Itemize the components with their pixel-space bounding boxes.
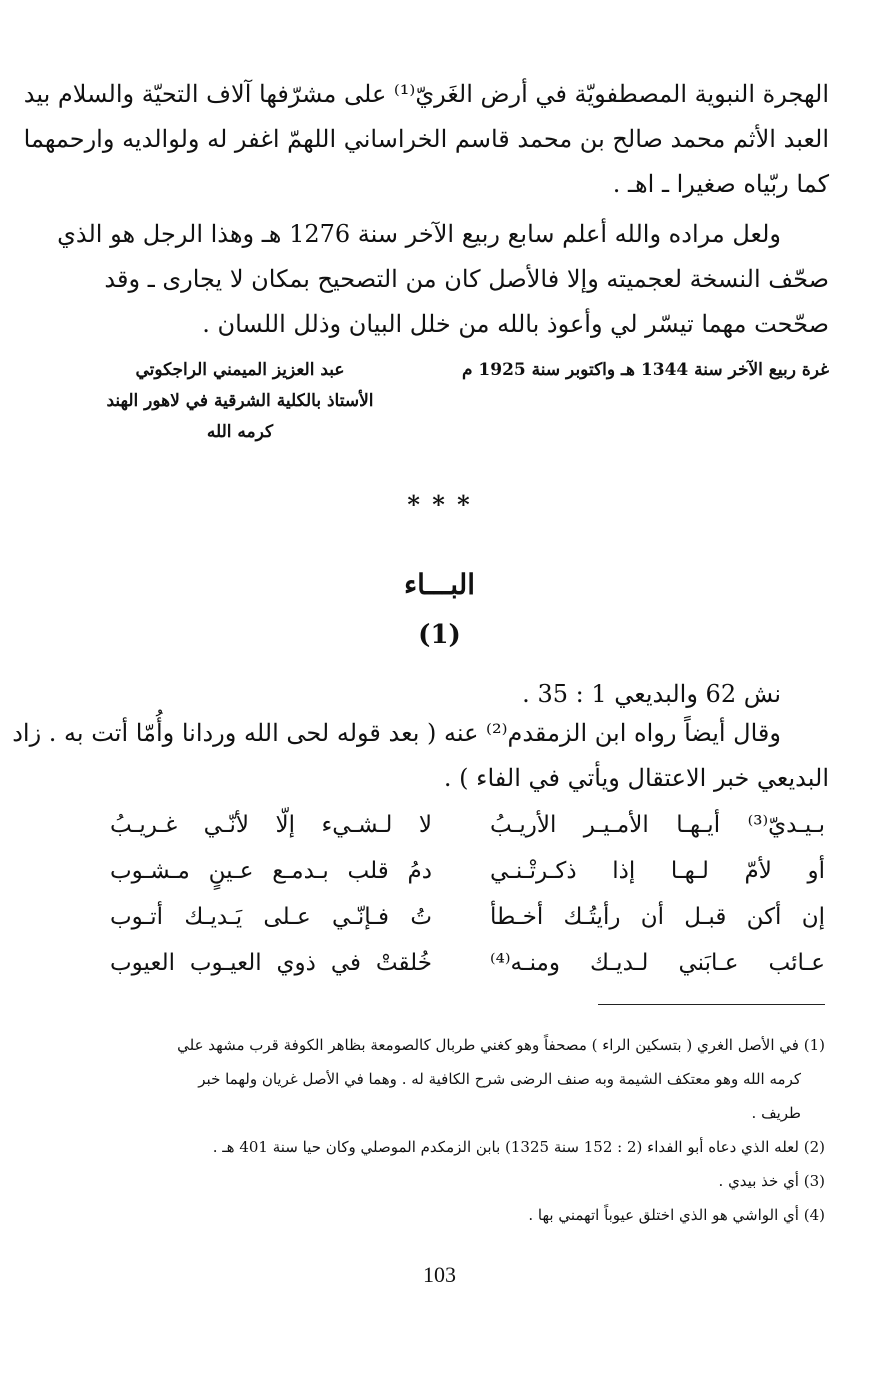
verse-first-hemistichs bbox=[490, 802, 825, 986]
section-separator: * * * bbox=[407, 490, 472, 519]
text-line: صحّف النسخة لعجميته وإلا فالأصل كان من التصحيح بمكان لا يجارى ـ وقد bbox=[104, 265, 829, 293]
text-line: العبد الأثم محمد صالح بن محمد قاسم الخراساني اللهمّ اغفر له ولوالديه وارحمهما bbox=[23, 125, 829, 153]
text-line: نش 62 والبديعي 1 : 35 . bbox=[522, 680, 781, 708]
text-line: وقال أيضاً رواه ابن الزمقدم⁽²⁾ عنه ( بعد قوله لحى الله وردانا وأُمّا أتت به . زاد bbox=[12, 719, 781, 747]
note-paragraph bbox=[57, 212, 829, 347]
footnote-1 bbox=[60, 1028, 825, 1130]
footnote-line: طريف . bbox=[751, 1104, 801, 1122]
verse-hemistich: تُ فـإنّـي عـلى يَـديـك أتـوب bbox=[110, 904, 432, 930]
text-line: الهجرة النبوية المصطفويّة في أرض الغَريّ⁽¹⁾ على مشرّفها آلاف التحيّة والسلام بيد bbox=[23, 80, 829, 108]
footnotes bbox=[60, 1028, 825, 1232]
verse-hemistich: لا لـشـيء إلّا لأنّـي غـريـبُ bbox=[110, 812, 432, 838]
footnote-line: كرمه الله وهو معتكف الشيمة وبه صنف الرضى شرح الكافية له . وهما في الأصل غريان ولهما خبر bbox=[198, 1070, 801, 1088]
text-line: صحّحت مهما تيسّر لي وأعوذ بالله من خلل البيان وذلل اللسان . bbox=[202, 310, 829, 338]
text-line: البديعي خبر الاعتقال ويأتي في الفاء ) . bbox=[443, 764, 829, 792]
footnote-2: (2) لعله الذي دعاه أبو الفداء (2 : 152 سنة 1325) بابن الزمكدم الموصلي وكان حيا سنة 401 هـ . bbox=[212, 1138, 825, 1156]
text-line: كما ربّياه صغيرا ـ اهـ . bbox=[612, 170, 829, 198]
verse-hemistich: إن أكن قبـل أن رأيتُـك أخـطأ bbox=[490, 904, 825, 930]
footnote-3: (3) أي خذ بيدي . bbox=[718, 1172, 825, 1190]
section-heading: البـــاء bbox=[403, 568, 476, 601]
intro-paragraph bbox=[23, 72, 829, 207]
section-number: (1) bbox=[418, 620, 461, 650]
footnote-4: (4) أي الواشي هو الذي اختلق عيوباً اتهمني بها . bbox=[528, 1206, 825, 1224]
signature-blessing: كرمه الله bbox=[206, 422, 274, 442]
page-number: 103 bbox=[423, 1262, 456, 1287]
signature-date: غرة ربيع الآخر سنة 1344 هـ واكتوبر سنة 1925 م bbox=[461, 360, 829, 380]
signature-name: عبد العزيز الميمني الراجكوتي bbox=[135, 360, 345, 380]
text-line: ولعل مراده والله أعلم سابع ربيع الآخر سنة 1276 هـ وهذا الرجل هو الذي bbox=[57, 220, 781, 248]
verse-hemistich: خُلقتْ في ذوي العيـوب العيوب bbox=[110, 950, 432, 976]
verse-hemistich: بـيـديّ⁽³⁾ أيـهـا الأمـيـر الأريـبُ bbox=[490, 812, 825, 838]
verse-hemistich: أو لأمّ لـهـا إذا ذكـرتْـنـي bbox=[490, 858, 825, 884]
verse-second-hemistichs bbox=[110, 802, 432, 986]
signature-title: الأستاذ بالكلية الشرقية في لاهور الهند bbox=[106, 391, 374, 411]
narration-paragraph bbox=[12, 711, 829, 801]
verse-hemistich: عـائب عـابَني لـديـك ومنـه⁽⁴⁾ bbox=[490, 950, 825, 976]
signature-block bbox=[90, 355, 390, 448]
footnote-rule bbox=[598, 1004, 825, 1005]
verse-hemistich: دمُ قلب بـدمـع عـينٍ مـشـوب bbox=[110, 858, 432, 884]
footnote-line: (1) في الأصل الغري ( بتسكين الراء ) مصحفاً وهو كغني طربال كالصومعة بظاهر الكوفة قرب مشهد علي bbox=[177, 1036, 825, 1054]
